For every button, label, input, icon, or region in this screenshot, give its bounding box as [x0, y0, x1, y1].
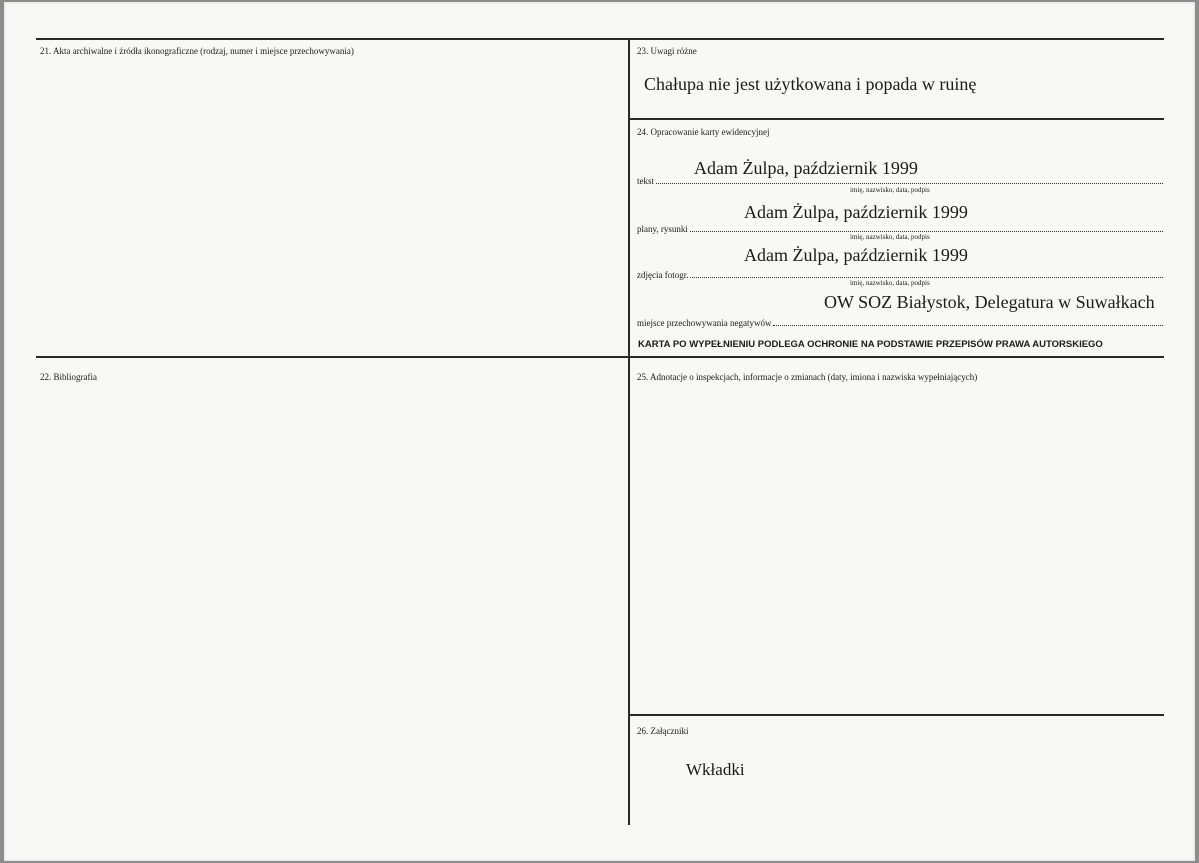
record-card [4, 2, 1195, 861]
section-26-value: Wkładki [686, 760, 745, 779]
section-24-label: 24. Opracowanie karty ewidencyjnej [637, 127, 770, 137]
section-25-label: 25. Adnotacje o inspekcjach, informacje o zmianach (daty, imiona i nazwiska wypełniających) [637, 372, 978, 382]
row-tekst-value: Adam Żulpa, październik 1999 [694, 158, 918, 178]
top-rule [36, 38, 1164, 40]
row-plany-hint: imię, nazwisko, data, podpis [850, 233, 930, 241]
row-zdjecia-label: zdjęcia fotogr. [637, 270, 689, 280]
copyright-notice: KARTA PO WYPEŁNIENIU PODLEGA OCHRONIE NA PODSTAWIE PRZEPISÓW PRAWA AUTORSKIEGO [638, 339, 1103, 350]
row-negatywy-label: miejsce przechowywania negatywów [637, 318, 772, 328]
center-divider [628, 38, 630, 825]
row-tekst-dotline [656, 174, 1163, 184]
row-zdjecia-dotline [690, 268, 1163, 278]
row-plany-value: Adam Żulpa, październik 1999 [744, 202, 968, 222]
row-zdjecia-hint: imię, nazwisko, data, podpis [850, 279, 930, 287]
row-negatywy [637, 316, 1163, 328]
section-26-label: 26. Załączniki [637, 726, 689, 736]
section-21-label: 21. Akta archiwalne i źródła ikonograficzne (rodzaj, numer i miejsce przechowywania) [40, 46, 354, 56]
section-23-value: Chałupa nie jest użytkowana i popada w ruinę [644, 74, 977, 94]
row-zdjecia-value: Adam Żulpa, październik 1999 [744, 245, 968, 265]
rule-25-26 [628, 714, 1164, 716]
row-negatywy-dotline [773, 316, 1163, 326]
row-tekst [637, 174, 1163, 186]
row-plany-dotline [690, 222, 1163, 232]
row-tekst-hint: imię, nazwisko, data, podpis [850, 186, 930, 194]
row-plany-label: plany, rysunki [637, 224, 688, 234]
rule-23-24 [628, 118, 1164, 120]
section-22-label: 22. Bibliografia [40, 372, 97, 382]
section-23-label: 23. Uwagi różne [637, 46, 697, 56]
middle-rule [36, 356, 1164, 358]
row-tekst-label: tekst [637, 176, 654, 186]
row-negatywy-value: OW SOZ Białystok, Delegatura w Suwałkach [824, 292, 1155, 312]
